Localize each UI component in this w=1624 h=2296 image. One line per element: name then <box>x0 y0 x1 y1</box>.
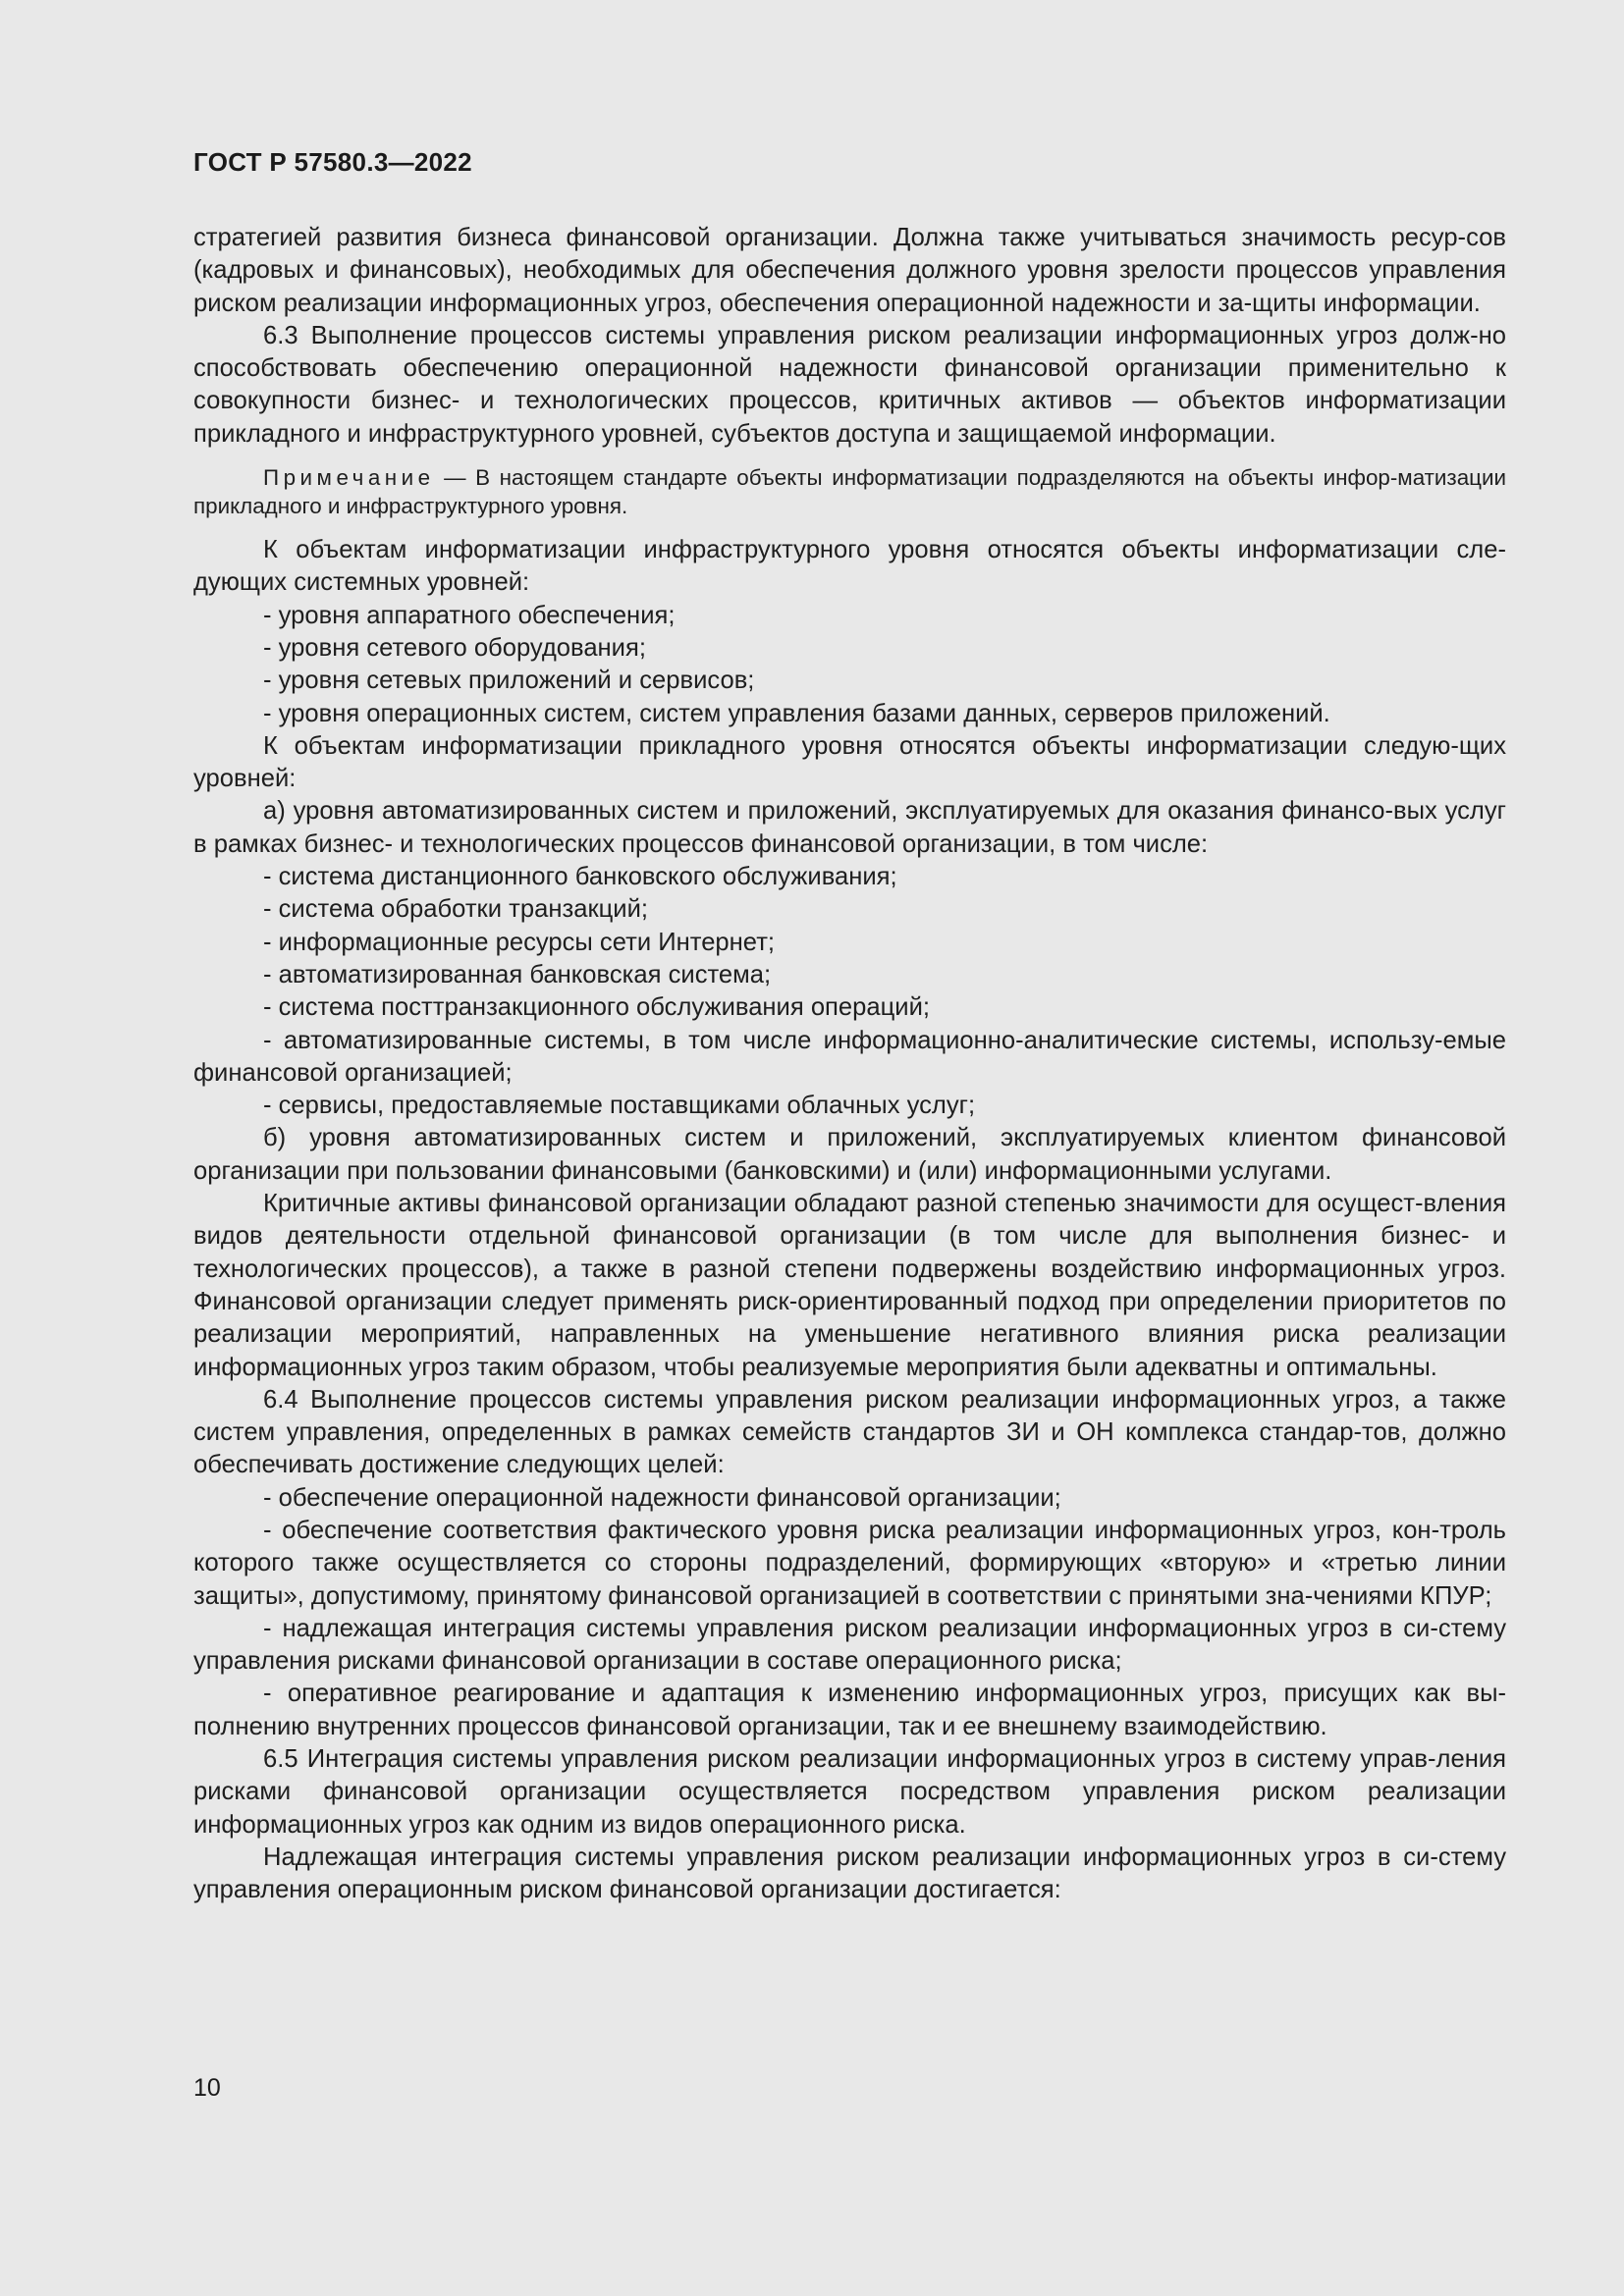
list-item: - система обработки транзакций; <box>263 895 649 924</box>
applied-item-b: б) уровня автоматизированных систем и приложений, эксплуатируемых клиентом финансовой организации при пользовании финансовыми (банковскими) и (или) информационными услугами. <box>193 1124 1506 1185</box>
list-item: - обеспечение операционной надежности финансовой организации; <box>263 1483 1061 1512</box>
list-item: - надлежащая интеграция системы управления риском реализации информационных угроз в си-стему управления рисками финансовой организации в составе операционного риска; <box>193 1614 1506 1676</box>
paragraph-6-4: 6.4 Выполнение процессов системы управления риском реализации информационных угроз, а также систем управления, определенных в рамках семейств стандартов ЗИ и ОН комплекса стандар-тов, должно обеспечивать достижение следующих целей: <box>193 1385 1506 1479</box>
integration-paragraph: Надлежащая интеграция системы управления риском реализации информационных угроз в си-стему управления операционным риском финансовой организации достигается: <box>193 1842 1506 1904</box>
infra-intro: К объектам информатизации инфраструктурного уровня относятся объекты информатизации сле-дующих системных уровней: <box>193 536 1506 597</box>
list-item: - автоматизированная банковская система; <box>263 960 772 988</box>
list-item: - уровня сетевых приложений и сервисов; <box>263 667 755 695</box>
paragraph-6-5: 6.5 Интеграция системы управления риском реализации информационных угроз в систему управ-ления рисками финансовой организации осуществляется посредством управления риском реализации информационных угроз как одним из видов операционного риска. <box>193 1745 1506 1839</box>
list-item: - оперативное реагирование и адаптация к изменению информационных угроз, присущих как вы-полнению внутренних процессов финансовой организации, так и ее внешнему взаимодействию. <box>193 1680 1506 1740</box>
page-number: 10 <box>193 2074 221 2102</box>
paragraph-6-3: 6.3 Выполнение процессов системы управления риском реализации информационных угроз долж-но способствовать обеспечению операционной надежности финансовой организации применительно к совокупности бизнес- и технологических процессов, критичных активов — объектов информатизации прикладного и инфраструктурного уровней, субъектов доступа и защищаемой информации. <box>193 321 1506 448</box>
list-item: - уровня операционных систем, систем управления базами данных, серверов приложений. <box>263 699 1330 727</box>
note <box>193 463 1506 520</box>
list-item: - уровня аппаратного обеспечения; <box>263 601 676 629</box>
list-item: - обеспечение соответствия фактического уровня риска реализации информационных угроз, кон-троль которого также осуществляется со стороны подразделений, формирующих «вторую» и «третью линии защиты», допустимому, принятому финансовой организацией в соответствии с принятыми зна-чениями КПУР; <box>193 1516 1506 1610</box>
applied-item-a: а) уровня автоматизированных систем и приложений, эксплуатируемых для оказания финансо-вых услуг в рамках бизнес- и технологических процессов финансовой организации, в том числе: <box>193 797 1506 858</box>
list-item: - информационные ресурсы сети Интернет; <box>263 928 776 956</box>
list-item: - система дистанционного банковского обслуживания; <box>263 863 897 891</box>
applied-intro: К объектам информатизации прикладного уровня относятся объекты информатизации следую-щих уровней: <box>193 731 1506 793</box>
paragraph-continuation: стратегией развития бизнеса финансовой организации. Должна также учитываться значимость ресур-сов (кадровых и финансовых), необходимых для обеспечения должного уровня зрелости процессов управления риском реализации информационных угроз, обеспечения операционной надежности и за-щиты информации. <box>193 224 1506 317</box>
critical-assets-paragraph: Критичные активы финансовой организации обладают разной степенью значимости для осущест-вления видов деятельности отдельной финансовой организации (в том числе для выполнения бизнес- и технологических процессов), а также в разной степени подвержены воздействию информационных угроз. Финансовой организации следует применять риск-ориентированный подход при определении приоритетов по реализации мероприятий, направленных на уменьшение негативного влияния риска реализации информационных угроз таким образом, чтобы реализуемые мероприятия были адекватны и оптимальны. <box>193 1190 1506 1381</box>
list-item: - уровня сетевого оборудования; <box>263 633 646 662</box>
note-text: — В настоящем стандарте объекты информатизации подразделяются на объекты инфор-матизации прикладного и инфраструктурного уровня. <box>193 465 1506 519</box>
list-item: - система посттранзакционного обслуживания операций; <box>263 993 930 1022</box>
list-item: - автоматизированные системы, в том числе информационно-аналитические системы, использу-емые финансовой организацией; <box>193 1026 1506 1087</box>
document-header: ГОСТ Р 57580.3—2022 <box>193 147 472 177</box>
note-label: Примечание <box>263 465 435 491</box>
document-body <box>193 222 1506 1907</box>
list-item: - сервисы, предоставляемые поставщиками облачных услуг; <box>263 1092 976 1120</box>
